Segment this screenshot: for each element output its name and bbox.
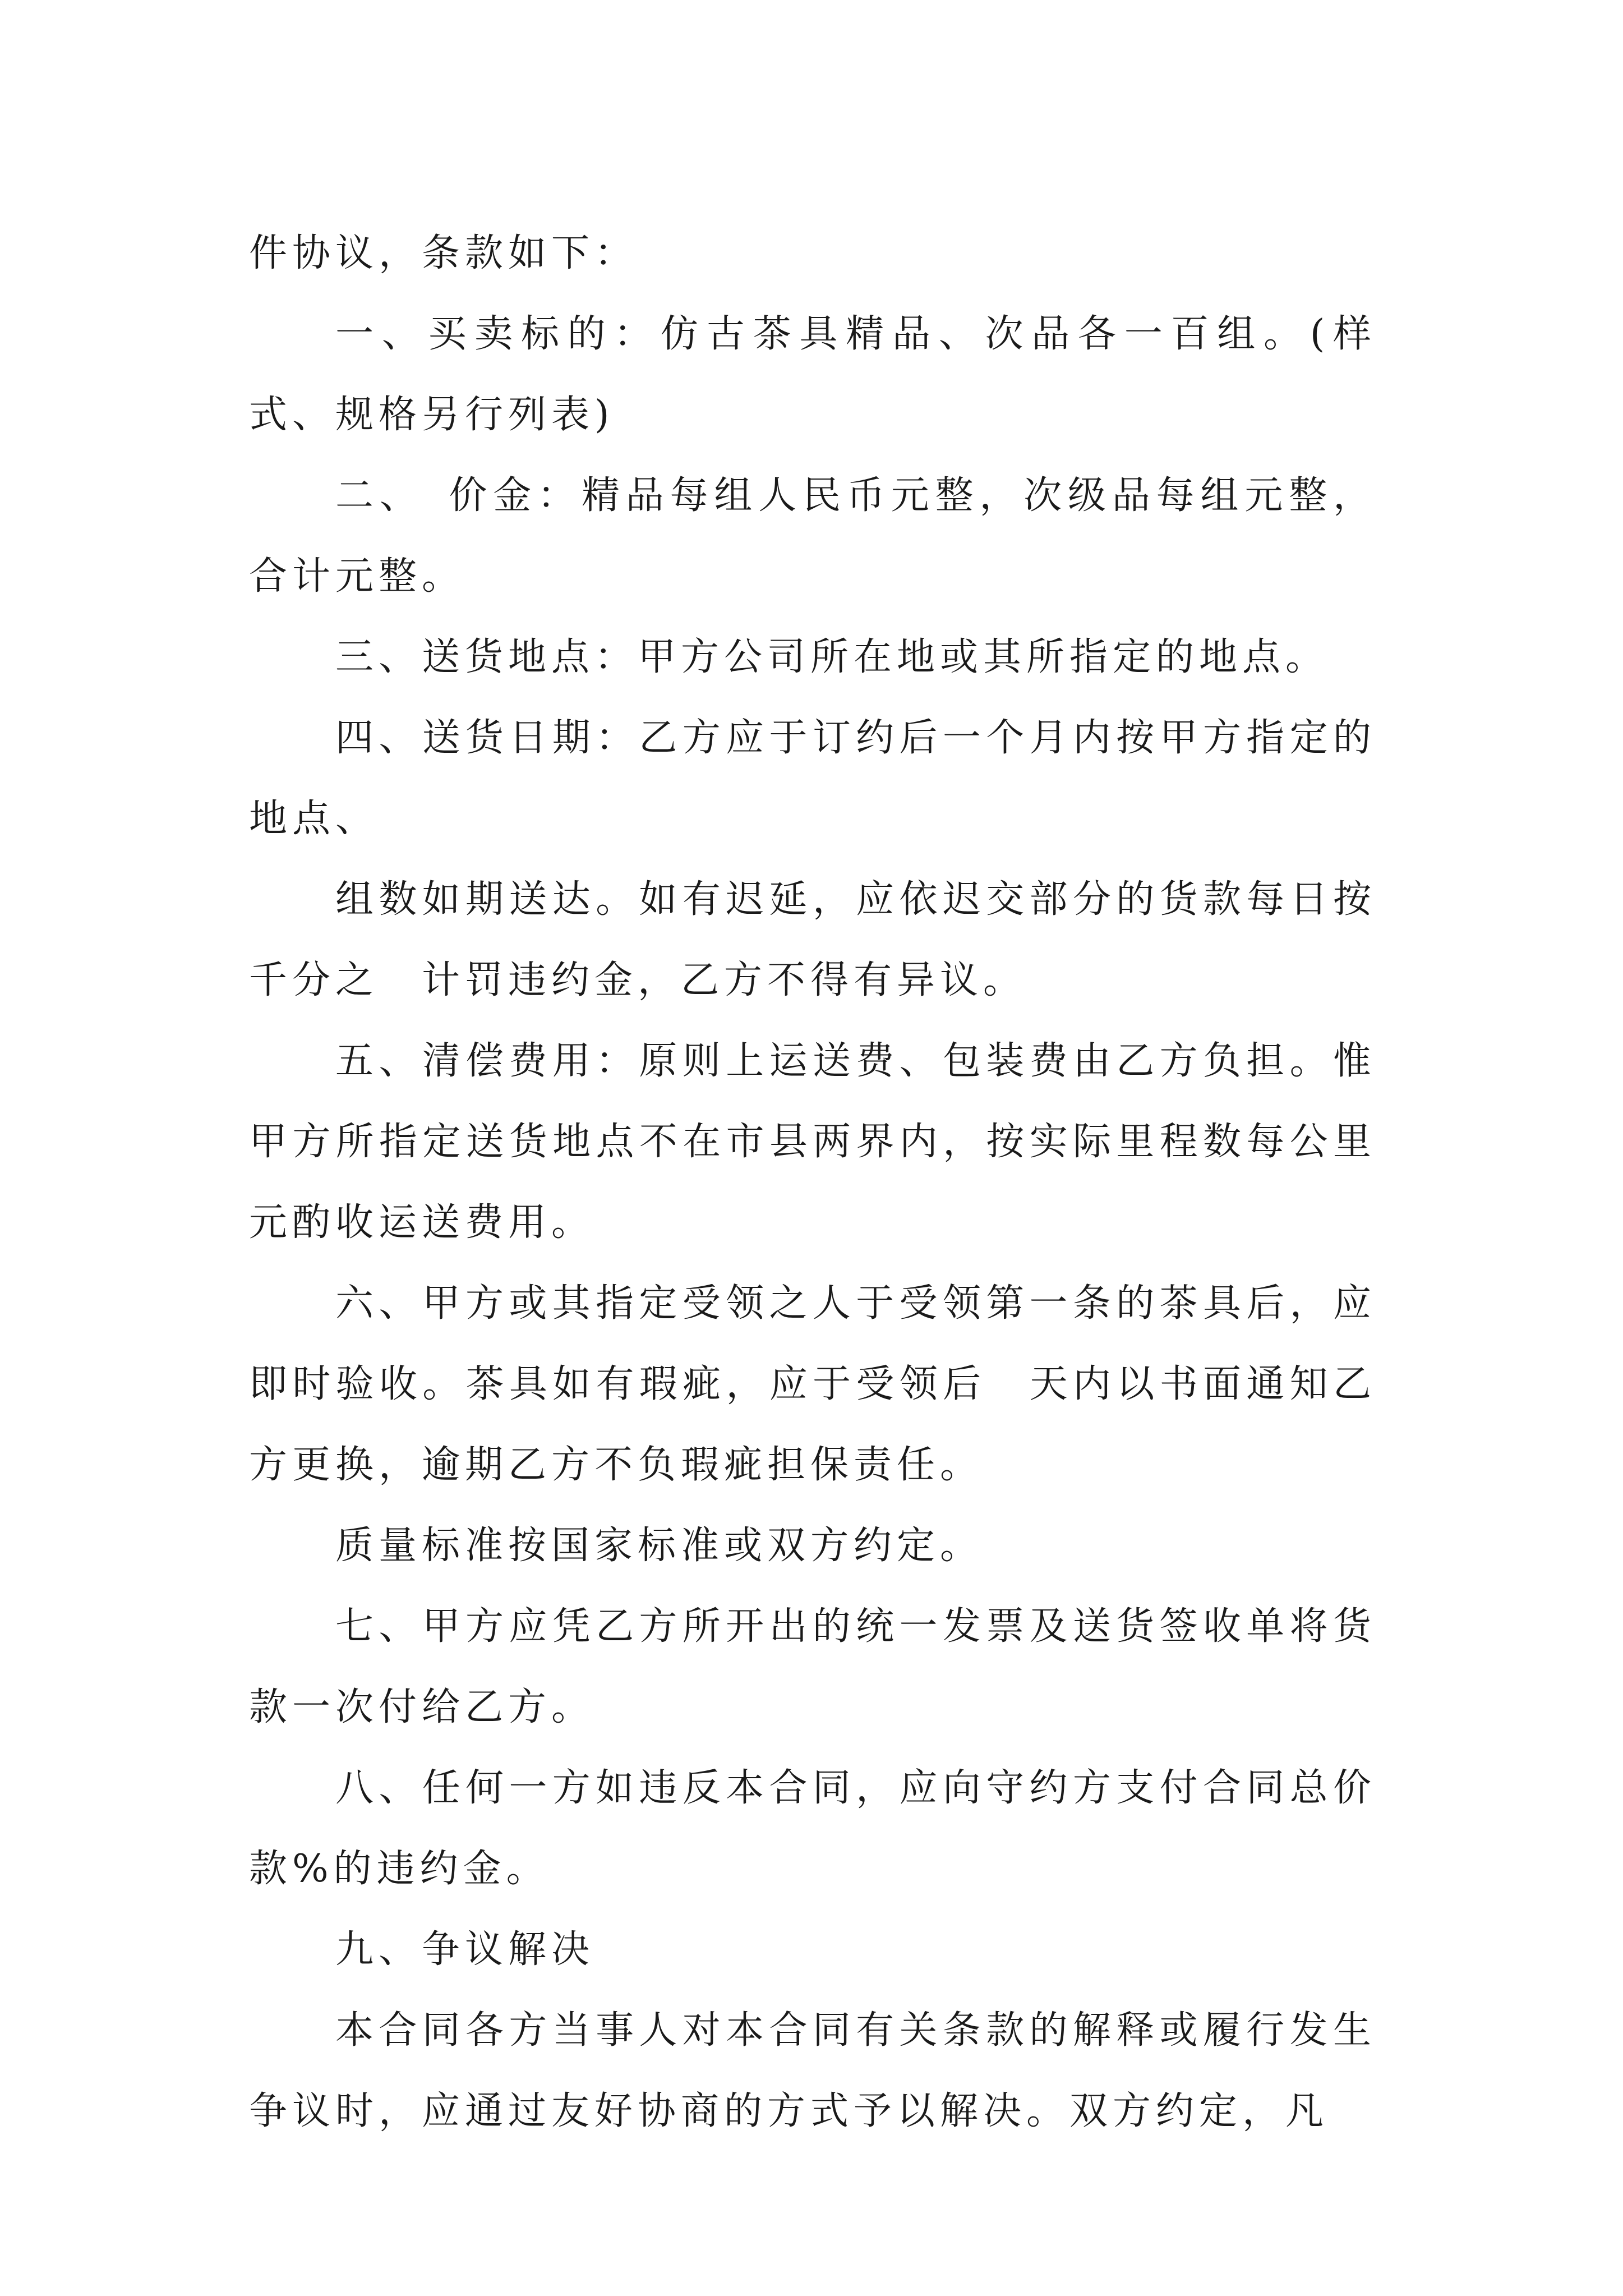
paragraph-clause-4-cont: 组数如期送达。如有迟延，应依迟交部分的货款每日按千分之 计罚违约金，乙方不得有异议。 [249, 877, 1376, 1002]
paragraph-clause-9-heading: 九、争议解决 [335, 1927, 595, 1972]
paragraph-clause-2: 二、 价金：精品每组人民币元整，次级品每组元整，合计元整。 [249, 473, 1376, 599]
paragraph-clause-1: 一、买卖标的：仿古茶具精品、次品各一百组。(样式、规格另行列表) [249, 312, 1376, 437]
paragraph-clause-5: 五、清偿费用：原则上运送费、包装费由乙方负担。惟甲方所指定送货地点不在市县两界内，按实际里程数每公里元酌收运送费用。 [249, 1039, 1376, 1245]
paragraph-clause-7: 七、甲方应凭乙方所开出的统一发票及送货签收单将货款一次付给乙方。 [249, 1604, 1376, 1729]
paragraph-intro: 件协议，条款如下： [249, 231, 638, 275]
paragraph-clause-4: 四、送货日期：乙方应于订约后一个月内按甲方指定的地点、 [249, 716, 1376, 841]
paragraph-dispute: 本合同各方当事人对本合同有关条款的解释或履行发生争议时，应通过友好协商的方式予以解决。双方约定，凡 [249, 2008, 1376, 2133]
paragraph-quality: 质量标准按国家标准或双方约定。 [335, 1524, 984, 1568]
contract-body [249, 213, 1376, 2152]
paragraph-clause-8: 八、任何一方如违反本合同，应向守约方支付合同总价款%的违约金。 [249, 1766, 1376, 1891]
paragraph-clause-3: 三、送货地点：甲方公司所在地或其所指定的地点。 [335, 635, 1329, 679]
paragraph-clause-6: 六、甲方或其指定受领之人于受领第一条的茶具后，应即时验收。茶具如有瑕疵，应于受领后 天内以书面通知乙方更换，逾期乙方不负瑕疵担保责任。 [249, 1281, 1376, 1487]
